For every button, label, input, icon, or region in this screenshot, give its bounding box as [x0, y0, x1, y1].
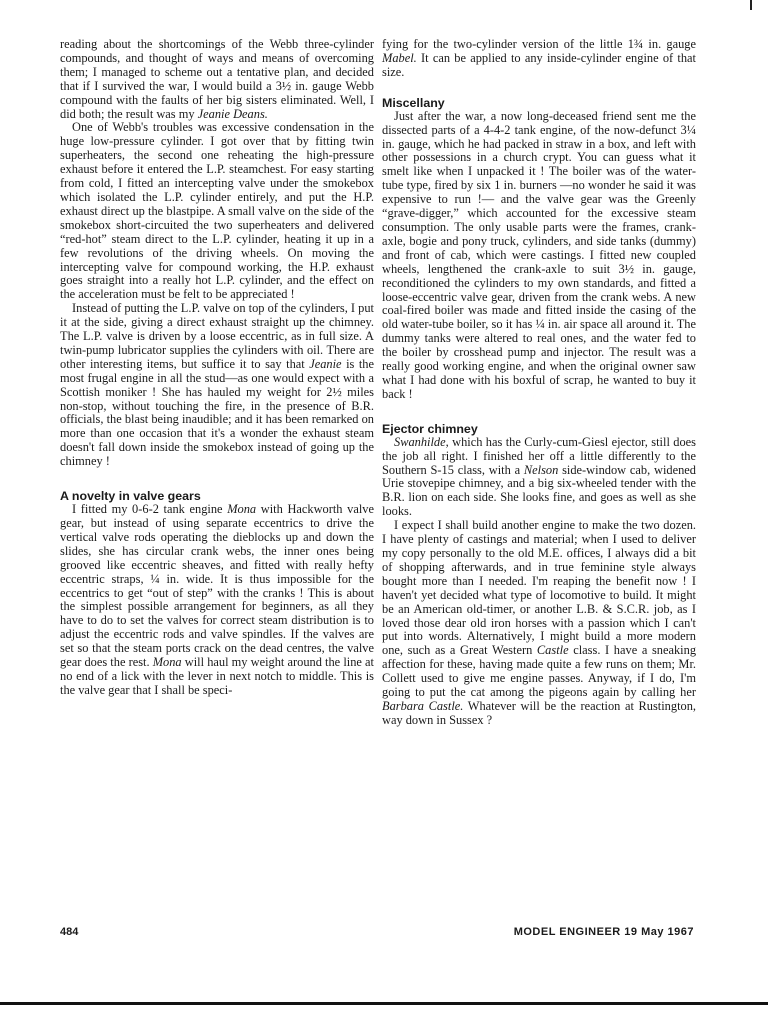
locomotive-name: Jeanie Deans. [197, 106, 268, 121]
heading-miscellany: Miscellany [382, 95, 445, 110]
locomotive-name: Mabel. [382, 50, 417, 65]
heading-ejector-chimney: Ejector chimney [382, 421, 478, 436]
paragraph-hackworth: I fitted my 0-6-2 tank engine Mona with Hackworth valve gear, but instead of using separate eccentrics to drive the vertical valve rods operating the dieblocks up and down the slides, she has circular crank webs, the inner ones being grooved like eccentric sheaves, and fitted with really hefty eccentric straps, ¼ in. wide. It is thus impossible for the eccentrics to get “out of step” with the cranks ! This is about the simplest possible arrangement for beginners, as all they have to do to set the valves for correct steam distribution is to adjust the eccentric rods and valve spindles. If the valves are set so that the steam ports crack on the dead centres, the valve gear does the rest. Mona will haul my weight around the line at no end of a lick with the lever in next notch to middle. This is the valve gear that I shall be speci- [60, 502, 374, 697]
paragraph-mabel: fying for the two-cylinder version of the little 1¾ in. gauge Mabel. It can be applied to any inside-cylinder engine of that size. [382, 37, 696, 79]
locomotive-name: Nelson [523, 462, 559, 477]
journal-issue: MODEL ENGINEER 19 May 1967 [513, 926, 694, 938]
locomotive-name: Jeanie [309, 356, 342, 371]
locomotive-name: Mona [152, 655, 182, 670]
paragraph-condensation: One of Webb's troubles was excessive condensation in the huge low-pressure cylinder. I got over that by fitting twin superheaters, the second one reheating the high-pressure exhaust before it entered the L.P. steamchest. For easy starting from cold, I fitted an intercepting valve under the smokebox which isolated the L.P. cylinder entirely, and put the H.P. exhaust direct up the blastpipe. A small valve on the side of the smokebox short-circuited the two superheaters and delivered “red-hot” steam direct to the L.P. cylinder, heating it up in a few revolutions of the driving wheels. On moving the intercepting valve for compound working, the H.P. exhaust goes straight into a really hot L.P. cylinder, and the effect on the acceleration must be felt to be appreciated ! [60, 120, 374, 302]
right-column [382, 38, 696, 728]
locomotive-name: Castle [536, 643, 569, 658]
locomotive-name: Mona [227, 502, 257, 517]
paragraph-webb-compound: reading about the shortcomings of the Webb three-cylinder compounds, and thought of ways and means of overcoming them; I managed to scheme out a tentative plan, and decided that if I survived the war, I would build a 3½ in. gauge Webb compound with the faults of her big sisters eliminated. Well, I did both; the result was my Jeanie Deans. [60, 37, 374, 121]
heading-valve-gears: A novelty in valve gears [60, 489, 201, 504]
paragraph-tank-engine: Just after the war, a now long-deceased friend sent me the dissected parts of a 4-4-2 tank engine, of the now-defunct 3¼ in. gauge, which he had packed in straw in a box, and left with other possessions in a church crypt. You can guess what it smelt like when I unpacked it ! The boiler was of the water-tube type, fired by six 1 in. burners —no wonder he said it was expensive to run !— and the valve gear was the Greenly “grave-digger,” which accounted for the excessive steam consumption. The only usable parts were the frames, crank-axle, bogie and pony truck, cylinders, and side tanks (dummy) and front of cab, which were castings. I fitted new coupled wheels, lengthened the crank-axle to suit 3½ in. gauge, reconditioned the cylinders to my own standards, and fitted a loose-eccentric valve gear, driven from the crank webs. A new coal-fired boiler was made and fitted inside the casing of the old water-tube boiler, so it has ¼ in. air space all around it. The dummy tanks were altered to real ones, and the water fed to the boiler by crosshead pump and injector. The result was a really good working engine, and when the original owner saw what I had done with his boxful of scrap, he wanted to buy it back ! [382, 108, 696, 401]
paragraph-next-engine: I expect I shall build another engine to make the two dozen. I have plenty of castings and material; when I used to deliver my copy personally to the old M.E. offices, I always did a bit of shopping afterwards, and in true feminine style always bought more than I needed. I'm reaping the benefit now ! I haven't yet decided what type of locomotive to build. It might be an American old-timer, or another L.B. & S.C.R. job, as I loved those dear old iron horses with a passion which I can't put into words. Alternatively, I might build a more modern one, such as a Great Western Castle class. I have a sneaking affection for these, having made quite a few runs on them; Mr. Collett used to give me engine passes. Anyway, if I do, I'm going to put the cat among the pigeons again by calling her Barbara Castle. Whatever will be the reaction at Rustington, way down in Sussex ? [382, 518, 697, 727]
locomotive-name: Barbara Castle. [382, 698, 464, 713]
bottom-rule [0, 1002, 768, 1005]
paragraph-lp-valve: Instead of putting the L.P. valve on top of the cylinders, I put it at the side, giving a direct exhaust straight up the chimney. The L.P. valve is driven by a loose eccentric, as in full size. A twin-pump lubricator supplies the cylinders with oil. There are other interesting items, but suffice it to say that Jeanie is the most frugal engine in all the stud—as one would expect with a Scottish moniker ! She has hauled my weight for 2½ miles non-stop, without touching the fire, in the presence of B.R. officials, the blast being inaudible; and it has been remarked on more than one occasion that it's a wonder the exhaust steam doesn't fall down inside the smokebox instead of going up the chimney ! [60, 301, 374, 469]
paragraph-swanhilde: Swanhilde, which has the Curly-cum-Giesl ejector, still does the job all right. I finished her off a little differently to the Southern S-15 class, with a Nelson side-window cab, widened Urie stovepipe chimney, and a big six-wheeled tender with the B.R. lion on each side. She looks fine, and goes as well as she looks. [382, 434, 696, 519]
page-number: 484 [60, 926, 79, 938]
page-edge-mark [750, 0, 752, 10]
page-footer [60, 926, 694, 944]
locomotive-name: Swanhilde, [394, 434, 449, 449]
left-column [60, 38, 374, 698]
